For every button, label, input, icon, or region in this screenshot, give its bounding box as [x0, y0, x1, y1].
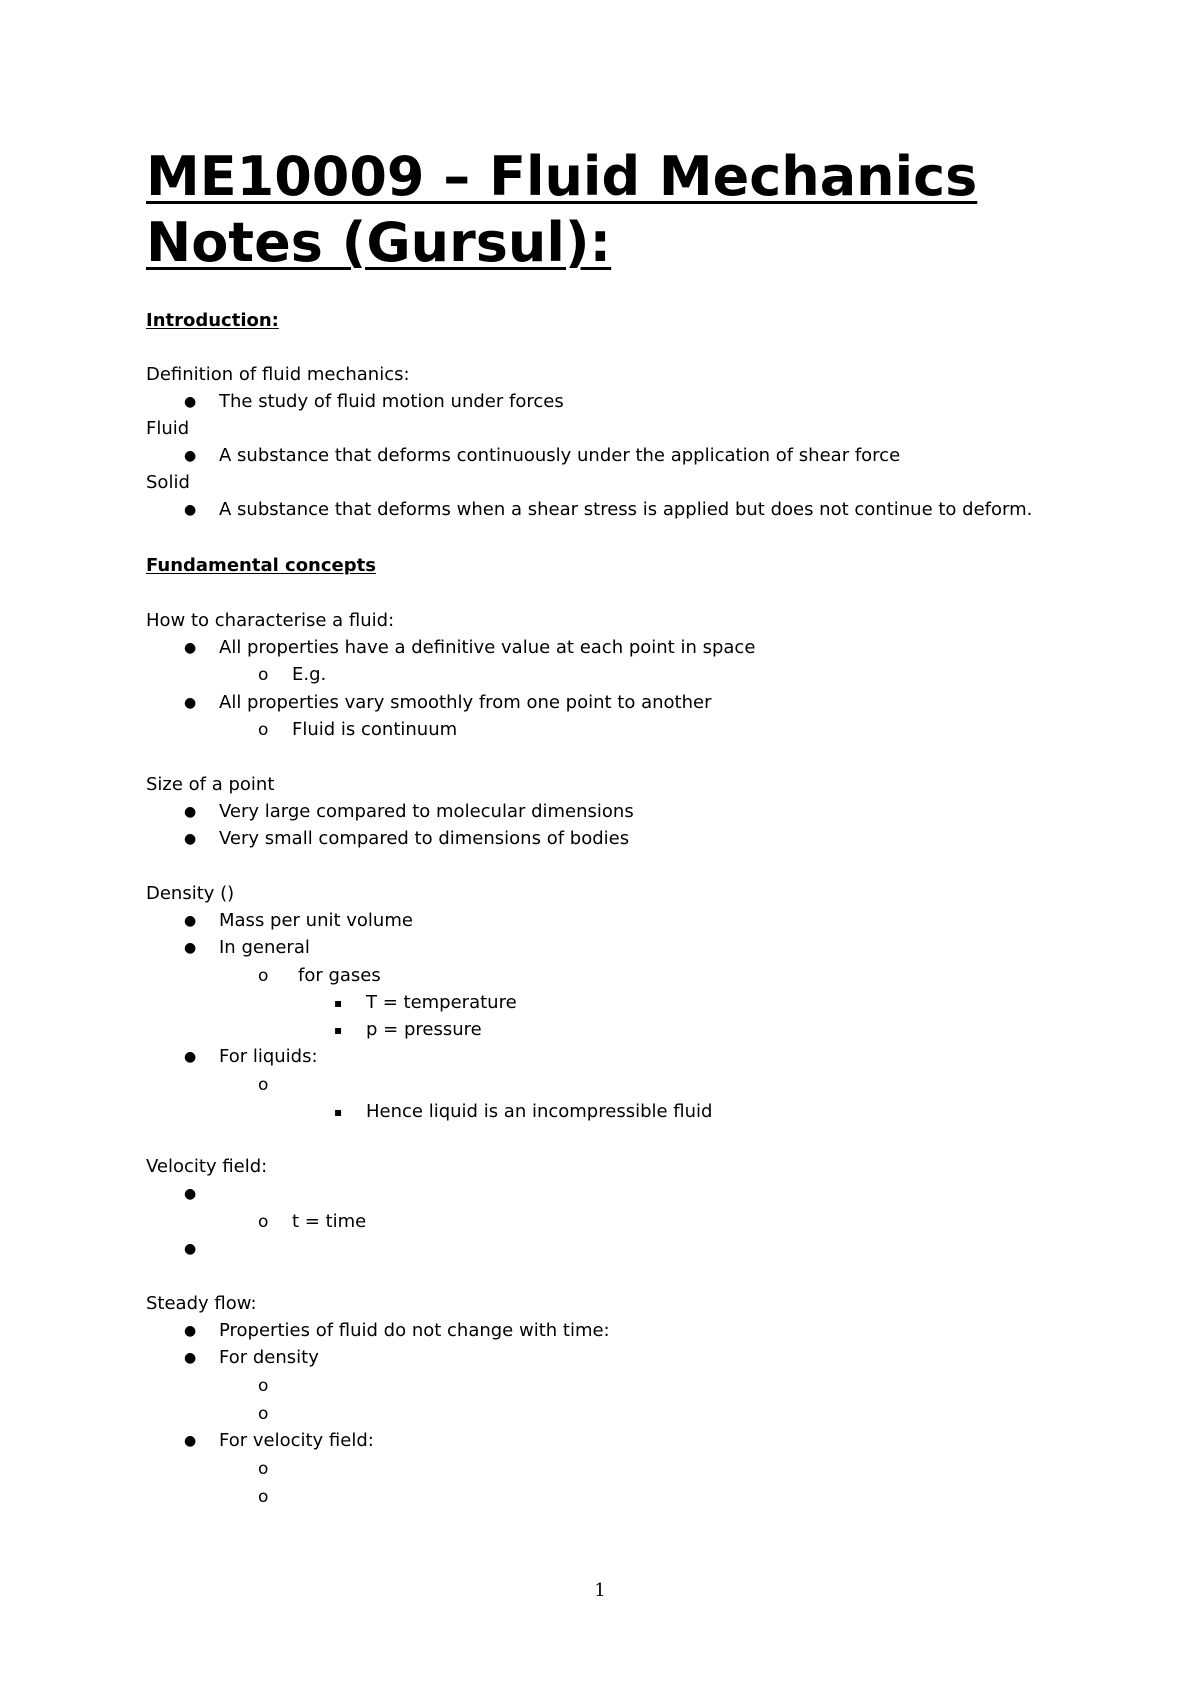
definition-label: Definition of fluid mechanics: — [146, 364, 410, 385]
square-bullet-icon: ▪ — [334, 1023, 343, 1037]
bullet-icon: ● — [184, 1350, 197, 1366]
density-item-2: In general — [219, 937, 310, 958]
section-heading-introduction: Introduction: — [146, 310, 279, 331]
solid-label: Solid — [146, 472, 190, 493]
size-item-1: Very large compared to molecular dimensions — [219, 801, 634, 822]
characterise-sub-2: Fluid is continuum — [292, 719, 458, 740]
bullet-icon: ● — [184, 394, 197, 410]
definition-item: The study of fluid motion under forces — [219, 391, 564, 412]
bullet-icon: ● — [184, 1186, 197, 1202]
steady-flow-label: Steady flow: — [146, 1293, 257, 1314]
bullet-icon: ● — [184, 502, 197, 518]
sub-bullet-icon: o — [258, 1075, 269, 1095]
size-item-2: Very small compared to dimensions of bodies — [219, 828, 630, 849]
characterise-sub-1: E.g. — [292, 664, 327, 685]
characterise-item-2: All properties vary smoothly from one point to another — [219, 692, 712, 713]
fluid-item: A substance that deforms continuously under the application of shear force — [219, 445, 901, 466]
fluid-label: Fluid — [146, 418, 190, 439]
sub-bullet-icon: o — [258, 665, 269, 685]
square-bullet-icon: ▪ — [334, 996, 343, 1010]
bullet-icon: ● — [184, 1049, 197, 1065]
bullet-icon: ● — [184, 1241, 197, 1257]
sub-bullet-icon: o — [258, 1487, 269, 1507]
bullet-icon: ● — [184, 640, 197, 656]
density-item-3: For liquids: — [219, 1046, 318, 1067]
title-line-1: ME10009 – Fluid Mechanics — [146, 145, 978, 208]
sub-bullet-icon: o — [258, 1376, 269, 1396]
bullet-icon: ● — [184, 695, 197, 711]
steady-item-1: Properties of fluid do not change with time: — [219, 1320, 610, 1341]
density-item-1: Mass per unit volume — [219, 910, 413, 931]
sub-bullet-icon: o — [258, 1212, 269, 1232]
sub-bullet-icon: o — [258, 966, 269, 986]
density-label: Density () — [146, 883, 235, 904]
size-of-point-label: Size of a point — [146, 774, 275, 795]
density-sub-gases: for gases — [298, 965, 381, 986]
bullet-icon: ● — [184, 448, 197, 464]
density-t-def: T = temperature — [366, 992, 517, 1013]
document-title — [146, 144, 977, 276]
sub-bullet-icon: o — [258, 1459, 269, 1479]
density-incompressible: Hence liquid is an incompressible fluid — [366, 1101, 713, 1122]
page-number: 1 — [594, 1580, 606, 1601]
bullet-icon: ● — [184, 831, 197, 847]
steady-item-3: For velocity field: — [219, 1430, 374, 1451]
sub-bullet-icon: o — [258, 720, 269, 740]
solid-item: A substance that deforms when a shear stress is applied but does not continue to deform. — [219, 499, 1033, 520]
steady-item-2: For density — [219, 1347, 319, 1368]
bullet-icon: ● — [184, 1433, 197, 1449]
characterise-item-1: All properties have a definitive value at each point in space — [219, 637, 756, 658]
density-p-def: p = pressure — [366, 1019, 482, 1040]
sub-bullet-icon: o — [258, 1404, 269, 1424]
velocity-t-def: t = time — [292, 1211, 367, 1232]
section-heading-fundamentals: Fundamental concepts — [146, 555, 376, 576]
bullet-icon: ● — [184, 804, 197, 820]
title-line-2: Notes (Gursul): — [146, 211, 612, 274]
bullet-icon: ● — [184, 1323, 197, 1339]
square-bullet-icon: ▪ — [334, 1105, 343, 1119]
velocity-field-label: Velocity field: — [146, 1156, 268, 1177]
characterise-label: How to characterise a fluid: — [146, 610, 395, 631]
bullet-icon: ● — [184, 940, 197, 956]
bullet-icon: ● — [184, 913, 197, 929]
